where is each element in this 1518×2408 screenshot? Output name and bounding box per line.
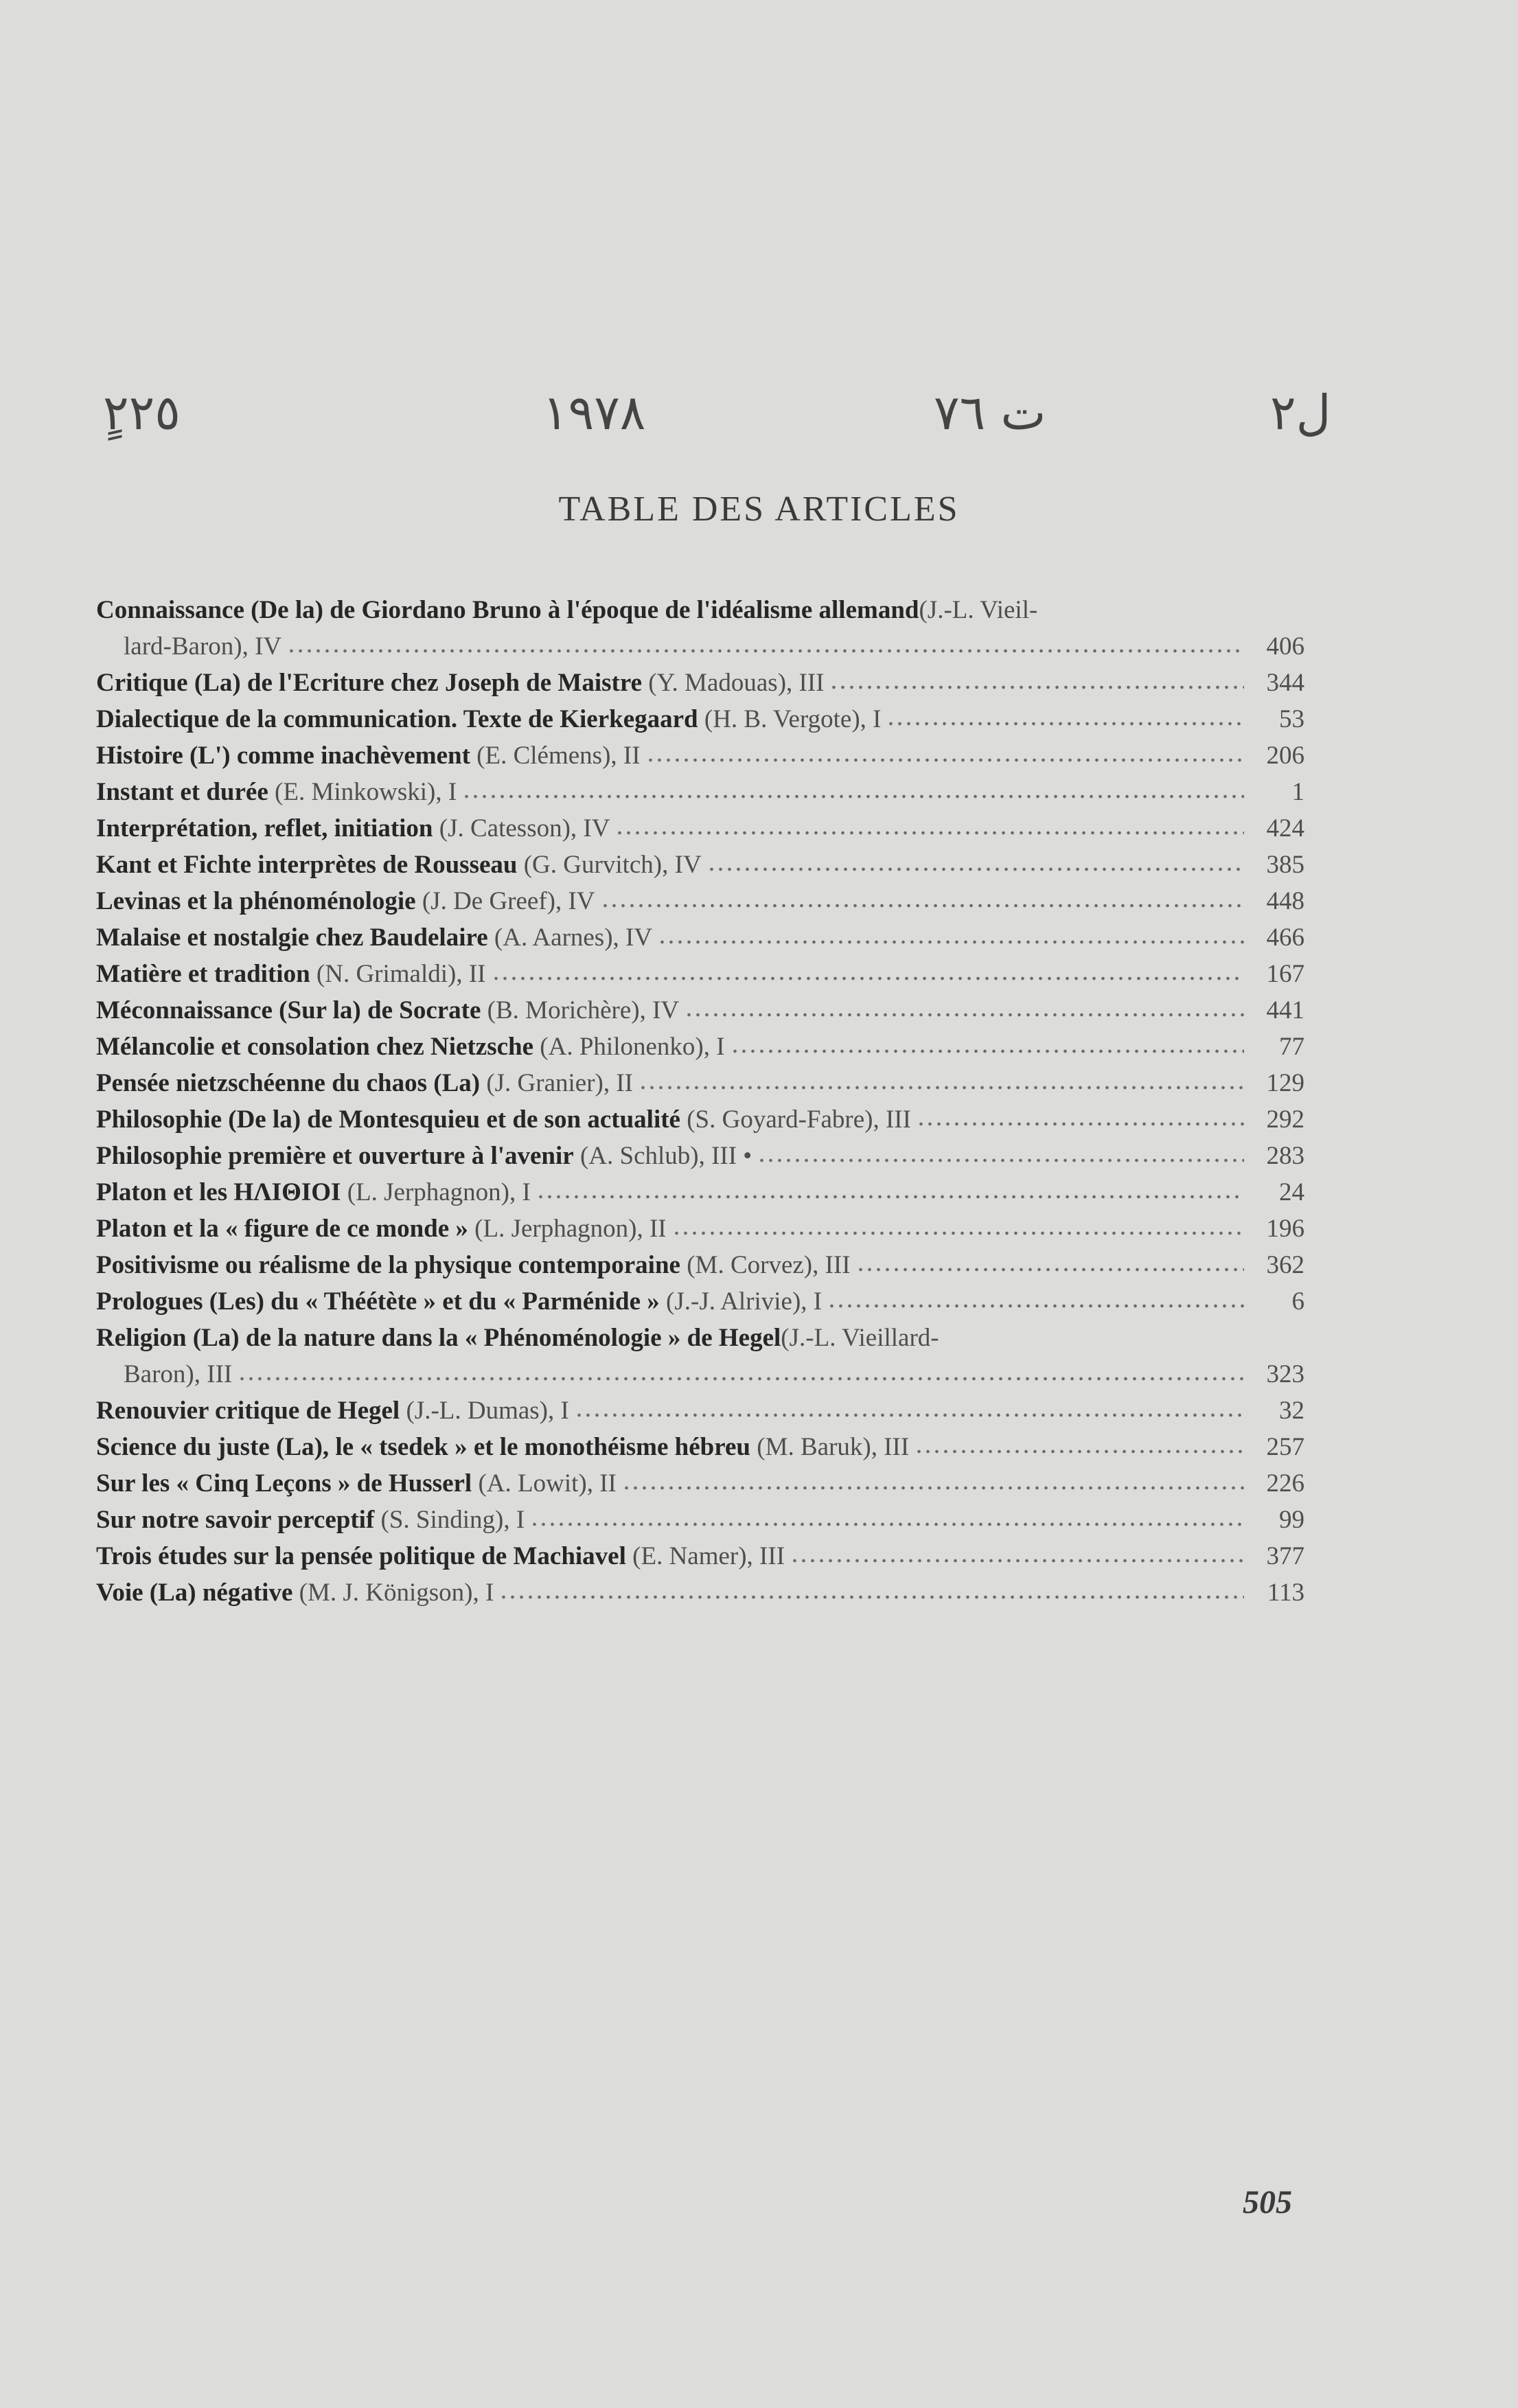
leader-dots	[530, 1521, 1244, 1528]
toc-entry	[96, 1211, 1304, 1247]
article-author: (S. Sinding), I	[380, 1506, 525, 1534]
leader-dots	[707, 866, 1244, 873]
toc-entry-line	[96, 1392, 1304, 1429]
toc-entry-line	[96, 956, 1304, 992]
article-author: (L. Jerphagnon), II	[474, 1215, 667, 1243]
article-author: Baron), III	[124, 1360, 233, 1388]
toc-entry-line	[96, 1065, 1304, 1101]
leader-dots	[685, 1011, 1244, 1018]
article-page: 406	[1266, 632, 1304, 661]
handwritten-note: ل٢	[1270, 385, 1331, 441]
article-title: Instant et durée	[96, 778, 268, 806]
article-title: Positivisme ou réalisme de la physique contemporaine	[96, 1251, 680, 1279]
table-of-articles	[96, 592, 1304, 1611]
toc-entry-line	[96, 774, 1304, 810]
toc-entry	[96, 883, 1304, 919]
article-author: (G. Gurvitch), IV	[523, 851, 702, 879]
toc-entry-line	[96, 1320, 1304, 1356]
toc-entry-line	[96, 592, 1304, 628]
toc-entry-line	[96, 1538, 1304, 1574]
toc-entry	[96, 919, 1304, 956]
article-page: 283	[1266, 1142, 1304, 1170]
toc-entry	[96, 1465, 1304, 1502]
article-title: Sur notre savoir perceptif	[96, 1506, 375, 1534]
toc-entry-line	[96, 1174, 1304, 1211]
article-author: (E. Clémens), II	[476, 742, 641, 770]
article-author: (J. De Greef), IV	[422, 887, 595, 915]
article-page: 377	[1266, 1542, 1304, 1570]
leader-dots	[917, 1121, 1244, 1127]
toc-entry	[96, 592, 1304, 665]
leader-dots	[601, 902, 1244, 909]
toc-entry-line	[96, 1211, 1304, 1247]
article-author: (S. Goyard-Fabre), III	[687, 1105, 911, 1134]
leader-dots	[287, 647, 1244, 654]
article-author: (J. Catesson), IV	[439, 814, 610, 842]
leader-dots	[639, 1084, 1244, 1091]
article-title: Kant et Fichte interprètes de Rousseau	[96, 851, 518, 879]
page-title: TABLE DES ARTICLES	[558, 490, 960, 529]
leader-dots	[492, 975, 1245, 982]
article-author: lard-Baron), IV	[124, 632, 282, 661]
article-page: 362	[1266, 1251, 1304, 1279]
toc-entry	[96, 1029, 1304, 1065]
article-title: Interprétation, reflet, initiation	[96, 814, 433, 842]
article-title: Voie (La) négative	[96, 1579, 293, 1607]
toc-entry	[96, 847, 1304, 883]
leader-dots	[757, 1157, 1244, 1164]
article-page: 441	[1266, 996, 1304, 1024]
toc-entry-line	[96, 1429, 1304, 1465]
article-author: (Y. Madouas), III	[648, 669, 825, 697]
article-author: (B. Morichère), IV	[487, 996, 680, 1024]
leader-dots	[499, 1594, 1244, 1601]
article-page: 32	[1279, 1397, 1304, 1425]
article-author: (J. Granier), II	[486, 1069, 633, 1097]
article-author: (J.-L. Dumas), I	[406, 1397, 569, 1425]
toc-entry	[96, 1283, 1304, 1320]
article-page: 385	[1266, 851, 1304, 879]
toc-entry	[96, 1101, 1304, 1138]
toc-entry-line	[96, 810, 1304, 847]
toc-entry	[96, 1320, 1304, 1392]
article-title: Philosophie (De la) de Montesquieu et de son actualité	[96, 1105, 680, 1134]
leader-dots	[915, 1448, 1244, 1455]
leader-dots	[462, 793, 1244, 800]
handwritten-note: ٍ٢٢٥	[103, 385, 181, 441]
article-author: (E. Minkowski), I	[275, 778, 457, 806]
article-title: Platon et les ΗΛΙΘΙΟΙ	[96, 1178, 341, 1206]
toc-entry	[96, 1065, 1304, 1101]
toc-entry	[96, 1538, 1304, 1574]
leader-dots	[536, 1193, 1244, 1200]
toc-entry	[96, 810, 1304, 847]
toc-entry-line	[96, 1138, 1304, 1174]
toc-entry	[96, 1429, 1304, 1465]
article-page: 448	[1266, 887, 1304, 915]
article-author: (A. Lowit), II	[478, 1469, 617, 1498]
handwritten-annotations	[103, 385, 1407, 460]
article-author: (J.-J. Alrivie), I	[666, 1287, 823, 1316]
article-title: Connaissance (De la) de Giordano Bruno à l'époque de l'idéalisme allemand	[96, 596, 919, 624]
leader-dots	[731, 1048, 1244, 1055]
toc-entry	[96, 956, 1304, 992]
article-page: 292	[1266, 1105, 1304, 1134]
article-title: Platon et la « figure de ce monde »	[96, 1215, 468, 1243]
article-title: Levinas et la phénoménologie	[96, 887, 416, 915]
article-author: (N. Grimaldi), II	[316, 960, 486, 988]
toc-entry-line	[96, 1465, 1304, 1502]
page-number: 505	[1243, 2184, 1292, 2221]
toc-entry-line	[96, 883, 1304, 919]
toc-entry	[96, 1247, 1304, 1283]
article-title: Dialectique de la communication. Texte de Kierkegaard	[96, 705, 698, 733]
toc-entry-line	[96, 1356, 1304, 1392]
article-title: Sur les « Cinq Leçons » de Husserl	[96, 1469, 472, 1498]
handwritten-note: ١٩٧٨	[542, 385, 646, 441]
article-page: 196	[1266, 1215, 1304, 1243]
article-page: 344	[1266, 669, 1304, 697]
article-title: Trois études sur la pensée politique de Machiavel	[96, 1542, 626, 1570]
leader-dots	[827, 1303, 1244, 1309]
leader-dots	[658, 939, 1244, 945]
article-page: 206	[1266, 742, 1304, 770]
toc-entry	[96, 665, 1304, 701]
article-title: Histoire (L') comme inachèvement	[96, 742, 470, 770]
toc-entry	[96, 701, 1304, 737]
toc-entry-line	[96, 665, 1304, 701]
toc-entry	[96, 1392, 1304, 1429]
toc-entry-line	[96, 1574, 1304, 1611]
leader-dots	[575, 1412, 1244, 1419]
toc-entry	[96, 737, 1304, 774]
toc-entry-line	[96, 1247, 1304, 1283]
toc-entry-line	[96, 701, 1304, 737]
toc-entry	[96, 1138, 1304, 1174]
article-title: Matière et tradition	[96, 960, 310, 988]
toc-entry-line	[96, 628, 1304, 665]
leader-dots	[672, 1230, 1244, 1237]
article-page: 53	[1279, 705, 1304, 733]
article-author: (M. Baruk), III	[757, 1433, 910, 1461]
article-author: (A. Philonenko), I	[540, 1033, 725, 1061]
article-author: (L. Jerphagnon), I	[347, 1178, 531, 1206]
article-author: (A. Schlub), III •	[579, 1142, 752, 1170]
leader-dots	[886, 720, 1244, 727]
article-title: Science du juste (La), le « tsedek » et le monothéisme hébreu	[96, 1433, 750, 1461]
leader-dots	[856, 1266, 1244, 1273]
leader-dots	[646, 757, 1244, 764]
toc-entry-line	[96, 737, 1304, 774]
toc-entry	[96, 1502, 1304, 1538]
toc-entry-line	[96, 1283, 1304, 1320]
article-page: 113	[1267, 1579, 1304, 1607]
article-title: Critique (La) de l'Ecriture chez Joseph de Maistre	[96, 669, 643, 697]
article-author: (E. Namer), III	[632, 1542, 785, 1570]
toc-entry-line	[96, 919, 1304, 956]
article-page: 257	[1266, 1433, 1304, 1461]
article-title: Prologues (Les) du « Théétète » et du « Parménide »	[96, 1287, 660, 1316]
article-page: 424	[1266, 814, 1304, 842]
article-page: 129	[1266, 1069, 1304, 1097]
article-page: 323	[1266, 1360, 1304, 1388]
article-page: 466	[1266, 924, 1304, 952]
article-author: (H. B. Vergote), I	[704, 705, 882, 733]
handwritten-note: ت ٧٦	[934, 385, 1046, 441]
article-title: Mélancolie et consolation chez Nietzsche	[96, 1033, 534, 1061]
article-title: Pensée nietzschéenne du chaos (La)	[96, 1069, 481, 1097]
article-page: 99	[1279, 1506, 1304, 1534]
article-page: 167	[1266, 960, 1304, 988]
toc-entry	[96, 774, 1304, 810]
article-page: 1	[1291, 778, 1304, 806]
toc-entry-line	[96, 1101, 1304, 1138]
article-author: (J.-L. Vieil-	[919, 596, 1038, 624]
toc-entry	[96, 1174, 1304, 1211]
toc-entry	[96, 1574, 1304, 1611]
article-title: Religion (La) de la nature dans la « Phénoménologie » de Hegel	[96, 1324, 781, 1352]
leader-dots	[615, 829, 1244, 836]
toc-entry-line	[96, 1502, 1304, 1538]
leader-dots	[790, 1557, 1244, 1564]
article-title: Philosophie première et ouverture à l'avenir	[96, 1142, 574, 1170]
article-author: (A. Aarnes), IV	[494, 924, 653, 952]
article-page: 226	[1266, 1469, 1304, 1498]
article-title: Renouvier critique de Hegel	[96, 1397, 400, 1425]
leader-dots	[829, 684, 1244, 691]
article-page: 24	[1279, 1178, 1304, 1206]
toc-entry-line	[96, 1029, 1304, 1065]
toc-entry	[96, 992, 1304, 1029]
leader-dots	[622, 1484, 1244, 1491]
article-author: (M. J. Königson), I	[299, 1579, 494, 1607]
leader-dots	[238, 1375, 1244, 1382]
toc-entry-line	[96, 847, 1304, 883]
article-author: (J.-L. Vieillard-	[781, 1324, 939, 1352]
article-page: 77	[1279, 1033, 1304, 1061]
article-title: Méconnaissance (Sur la) de Socrate	[96, 996, 481, 1024]
article-author: (M. Corvez), III	[687, 1251, 851, 1279]
article-title: Malaise et nostalgie chez Baudelaire	[96, 924, 488, 952]
toc-entry-line	[96, 992, 1304, 1029]
article-page: 6	[1291, 1287, 1304, 1316]
